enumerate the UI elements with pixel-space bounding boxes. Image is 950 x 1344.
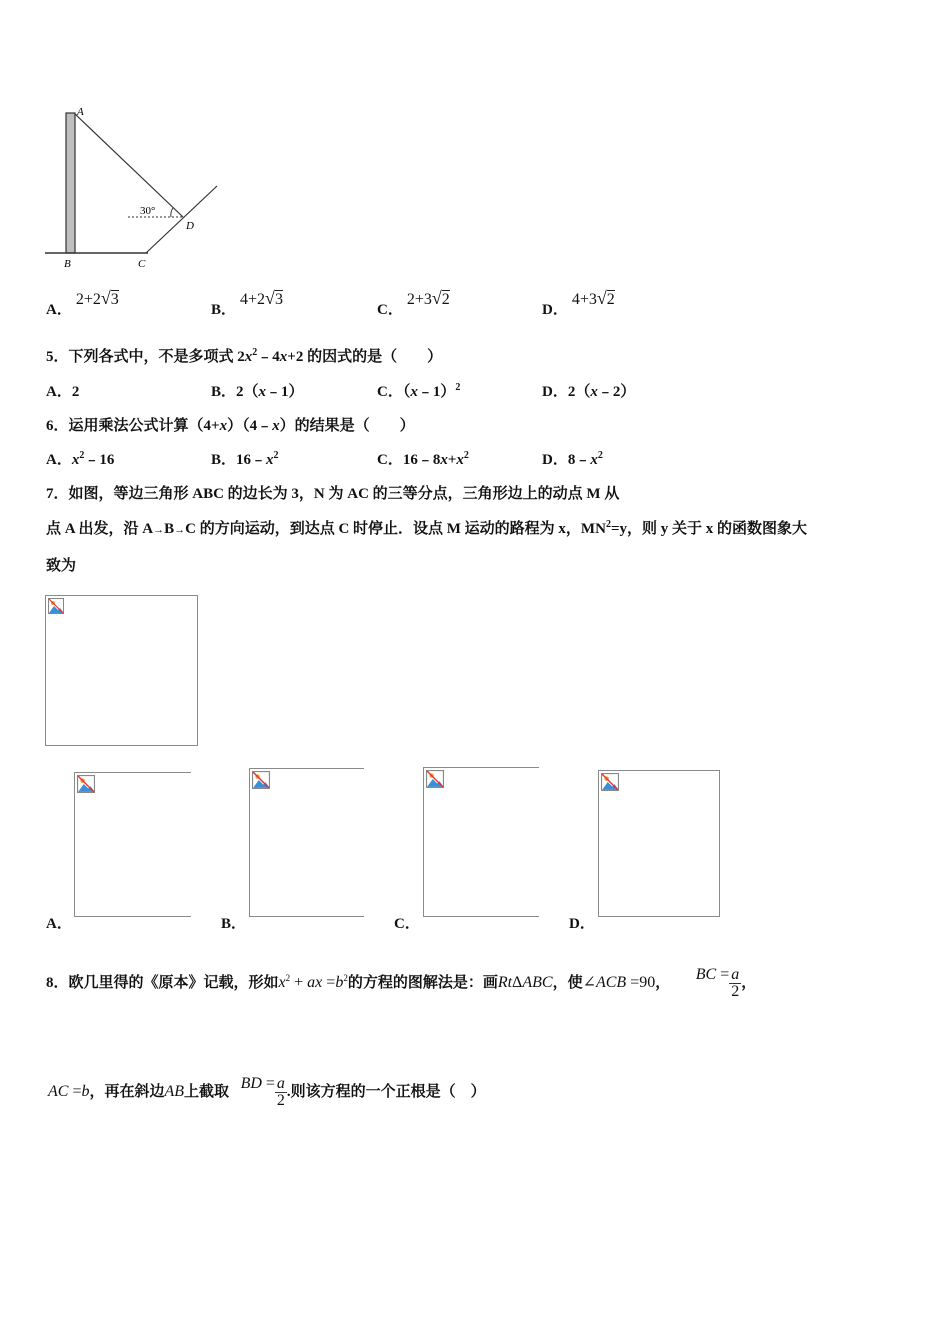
option-expr: 2+3√2	[406, 288, 450, 308]
option-label: A．	[46, 916, 72, 932]
q5-option-b[interactable]: B．2（x﹣1）	[211, 384, 304, 400]
q6-option-a[interactable]: A．$x^2﹣16$	[46, 450, 115, 468]
q7-figure-image	[45, 595, 198, 746]
q4-option-a[interactable]	[46, 288, 119, 318]
option-label: D．	[542, 302, 568, 318]
broken-image-icon	[601, 773, 619, 791]
q4-option-c[interactable]	[377, 288, 450, 318]
fraction-a-over-2: $\frac{a}{2}$	[731, 966, 740, 1001]
option-expr: 2+2√3	[75, 288, 119, 308]
q5-option-c[interactable]: C．（x﹣1）$^2$	[377, 382, 461, 400]
q5-stem: 5．下列各式中，不是多项式 $2x^2﹣4x+2$ 的因式的是（ ）	[46, 347, 443, 365]
ladder-cd	[146, 186, 217, 253]
label-angle: 30°	[140, 205, 156, 217]
q7-stem-line1: 7．如图，等边三角形 ABC 的边长为 3，N 为 AC 的三等分点，三角形边上的动点 M 从	[46, 486, 620, 502]
option-label: C．	[377, 302, 403, 318]
option-label: A．	[46, 302, 72, 318]
option-label: D．	[569, 916, 595, 932]
q7-option-b[interactable]	[221, 768, 371, 932]
angle-arc	[171, 208, 173, 217]
option-image	[74, 772, 191, 917]
fraction-a-over-2: $\frac{a}{2}$	[276, 1075, 285, 1110]
q4-option-d[interactable]	[542, 288, 615, 318]
broken-image-icon	[77, 775, 95, 793]
q6-option-c[interactable]: C．$16﹣8x+x^2$	[377, 450, 469, 468]
q5-option-d[interactable]: D．2（x﹣2）	[542, 384, 636, 400]
q4-figure	[40, 100, 230, 275]
broken-image-icon	[426, 770, 444, 788]
q5-option-a[interactable]: A．2	[46, 384, 80, 400]
q6-stem: 6．运用乘法公式计算（4+x）（4﹣x）的结果是（ ）	[46, 418, 415, 434]
label-b: B	[64, 258, 71, 270]
label-a: A	[77, 106, 84, 118]
ladder-ad	[75, 114, 183, 217]
option-image	[598, 770, 720, 917]
q7-option-d[interactable]	[569, 770, 724, 932]
option-expr: 4+2√3	[240, 288, 283, 308]
option-label: B．	[221, 916, 247, 932]
option-label: C．	[394, 916, 420, 932]
broken-image-icon	[252, 771, 270, 789]
q7-option-c[interactable]	[394, 767, 544, 932]
q6-option-d[interactable]: D．$8﹣x^2$	[542, 450, 603, 468]
q8-stem-line1: 8．欧几里得的《原本》记载，形如$x^2$ + ax $=b^2$的方程的图解法是：画RtΔABC，使∠ACB =90， BC = $\frac{a}{2}$ ，	[46, 966, 757, 1001]
broken-image-icon	[48, 598, 64, 614]
q7-option-a[interactable]	[46, 772, 196, 932]
label-c: C	[138, 258, 146, 270]
option-image	[423, 767, 539, 917]
q6-option-b[interactable]: B．$16﹣x^2$	[211, 450, 279, 468]
option-image	[249, 768, 364, 917]
q4-option-b[interactable]	[211, 288, 283, 318]
q7-stem-line2: 点 A 出发，沿 A→B→C 的方向运动，到达点 C 时停止．设点 M 运动的路程为 x，$MN^2=y$，则 y 关于 x 的函数图象大	[46, 519, 807, 537]
option-expr: 4+3√2	[571, 288, 615, 308]
label-d: D	[186, 220, 194, 232]
q8-stem-line2: AC =b，再在斜边AB上截取 BD = $\frac{a}{2}$ .则该方程的一个正根是（ ）	[48, 1075, 486, 1110]
option-label: B．	[211, 302, 237, 318]
q7-stem-line3: 致为	[46, 558, 77, 574]
wall-pole	[66, 113, 75, 253]
